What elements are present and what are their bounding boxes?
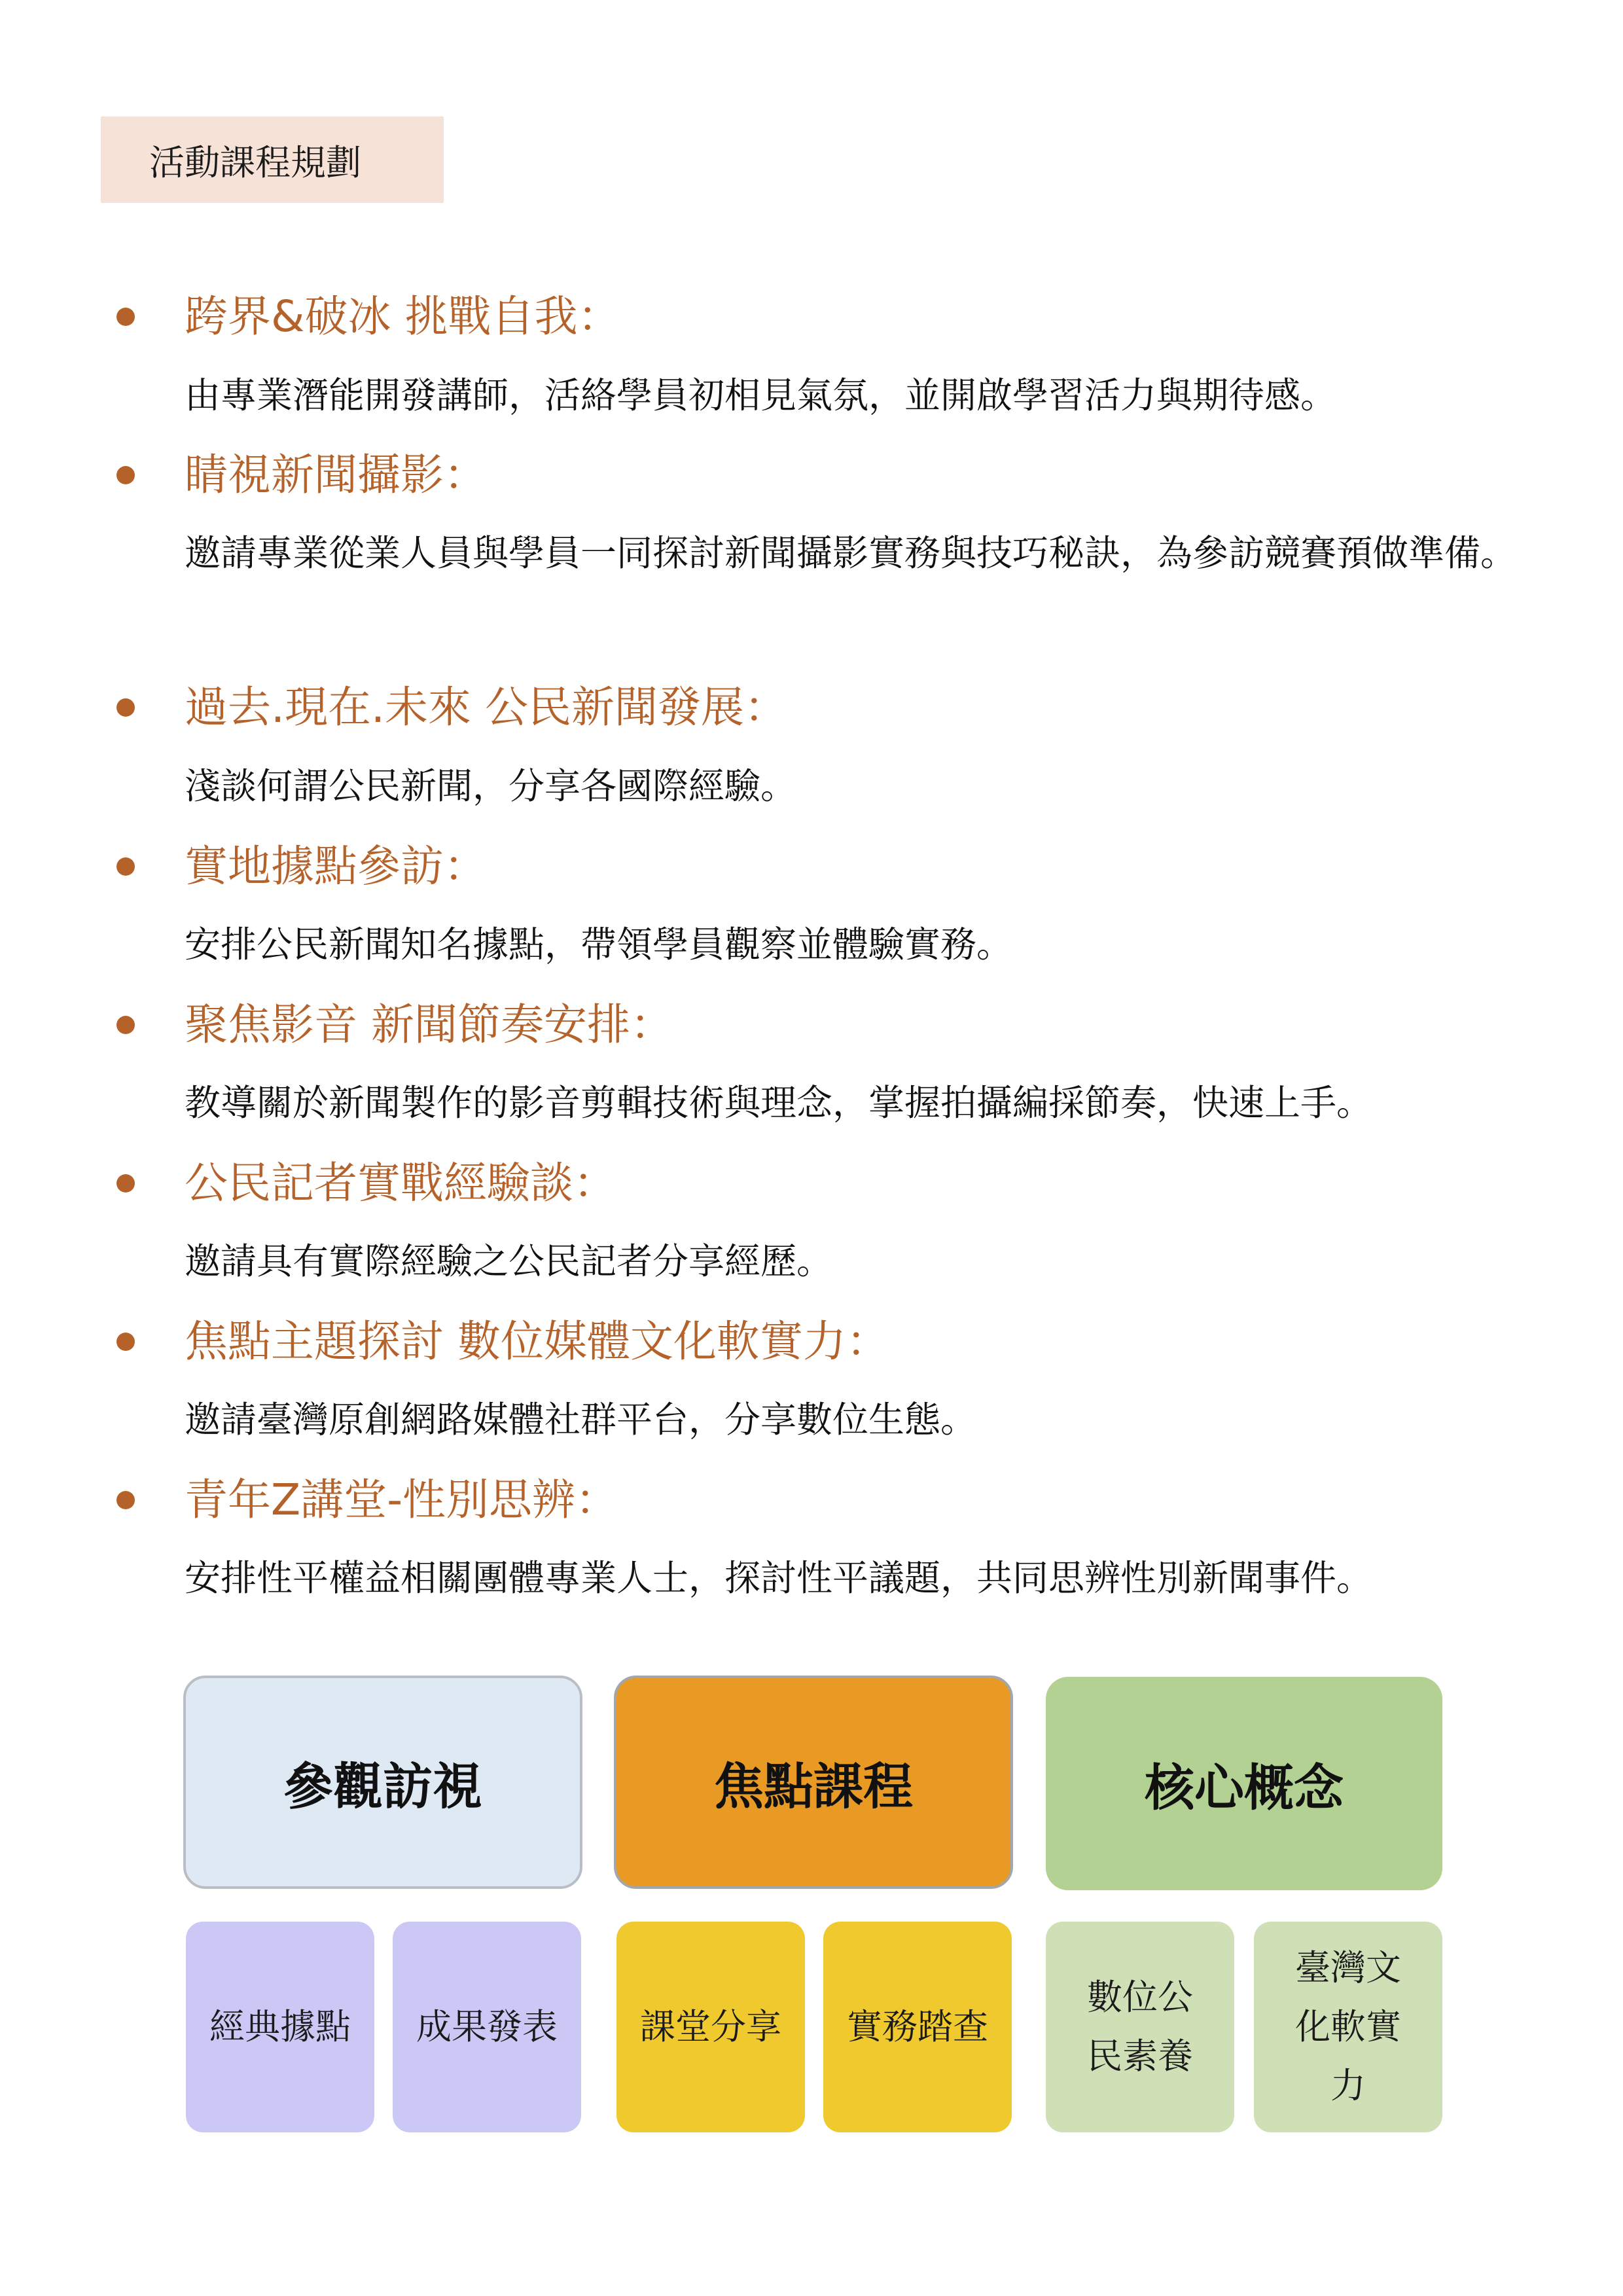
activity-description: 淺談何謂公民新聞，分享各國際經驗。 — [185, 765, 797, 807]
activity-title: 過去.現在.未來 公民新聞發展： — [185, 682, 787, 732]
activity-description: 安排公民新聞知名據點，帶領學員觀察並體驗實務。 — [185, 924, 1013, 965]
activity-description: 安排性平權益相關團體專業人士，探討性平議題，共同思辨性別新聞事件。 — [185, 1557, 1373, 1599]
group-label: 焦點課程 — [714, 1757, 913, 1816]
activity-title: 跨界&破冰 挑戰自我： — [185, 291, 621, 342]
bullet-icon — [116, 466, 135, 484]
activity-description: 邀請臺灣原創網路媒體社群平台，分享數位生態。 — [185, 1399, 977, 1441]
group-box-focus-course — [614, 1676, 1013, 1889]
activity-description: 由專業潛能開發講師，活絡學員初相見氣氛，並開啟學習活力與期待感。 — [185, 374, 1337, 416]
item-box — [186, 1922, 374, 2132]
item-label: 實務踏查 — [847, 2006, 988, 2047]
bullet-icon — [116, 857, 135, 876]
activity-title: 青年Z講堂-性別思辨： — [185, 1475, 619, 1525]
activity-description: 教導關於新聞製作的影音剪輯技術與理念，掌握拍攝編採節奏，快速上手。 — [185, 1082, 1373, 1124]
item-label: 課堂分享 — [640, 2006, 781, 2047]
bullet-icon — [116, 1333, 135, 1351]
item-box — [1046, 1922, 1234, 2132]
activity-title: 實地據點參訪： — [185, 841, 487, 891]
item-box — [616, 1922, 805, 2132]
item-label: 臺灣文化軟實力 — [1295, 1947, 1401, 2106]
bullet-icon — [116, 308, 135, 326]
section-tag-label: 活動課程規劃 — [149, 141, 361, 183]
item-box — [823, 1922, 1012, 2132]
activity-title: 公民記者實戰經驗談： — [185, 1158, 616, 1208]
group-box-core-concept — [1046, 1677, 1442, 1890]
group-label: 參觀訪視 — [283, 1757, 482, 1816]
bullet-icon — [116, 1174, 135, 1193]
bullet-icon — [116, 1491, 135, 1509]
activity-title: 焦點主題探討 數位媒體文化軟實力： — [185, 1316, 889, 1367]
group-label: 核心概念 — [1145, 1758, 1344, 1817]
item-label: 成果發表 — [416, 2006, 558, 2047]
activity-title: 睛視新聞攝影： — [185, 450, 487, 500]
item-label: 數位公民素養 — [1087, 1977, 1193, 2077]
section-tag — [101, 117, 444, 203]
activity-description: 邀請具有實際經驗之公民記者分享經歷。 — [185, 1240, 833, 1282]
activity-title: 聚焦影音 新聞節奏安排： — [185, 999, 673, 1050]
group-box-visit — [183, 1676, 582, 1889]
activity-description: 邀請專業從業人員與學員一同探討新聞攝影實務與技巧秘訣，為參訪競賽預做準備。 — [185, 532, 1517, 574]
item-label: 經典據點 — [209, 2006, 351, 2047]
bullet-icon — [116, 698, 135, 717]
bullet-icon — [116, 1016, 135, 1034]
item-box — [393, 1922, 581, 2132]
item-box — [1254, 1922, 1442, 2132]
